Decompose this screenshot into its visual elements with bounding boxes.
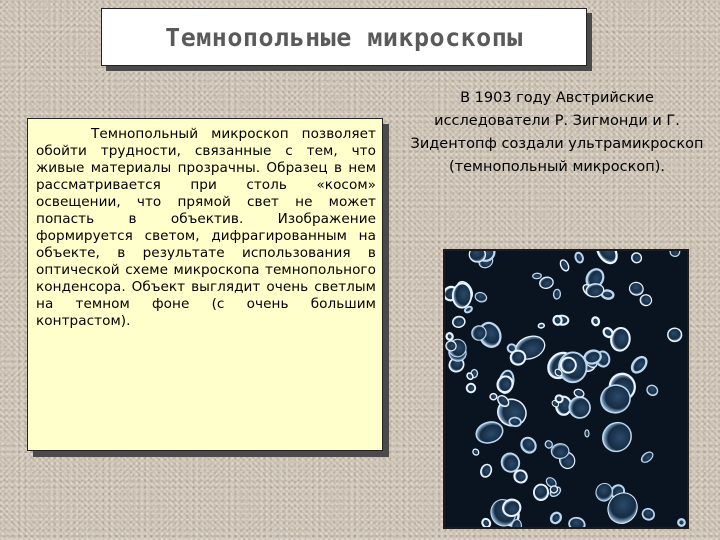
particle	[509, 417, 522, 427]
particle	[667, 328, 681, 342]
title-box	[101, 8, 587, 66]
history-text: В 1903 году Австрийские исследователи Р. Зигмонди и Г. Зидентопф создали ультрамикроскоп (темнопольный микроскоп).	[410, 90, 704, 175]
particle	[532, 273, 541, 279]
slide-title: Темнопольные микроскопы	[165, 22, 523, 52]
micrograph-image	[445, 251, 687, 527]
particle	[591, 317, 600, 326]
particle	[469, 251, 485, 262]
particle	[452, 283, 471, 308]
particle	[534, 484, 548, 500]
particle	[553, 315, 563, 325]
particle	[553, 289, 561, 299]
particle	[551, 443, 569, 459]
particle	[585, 430, 589, 437]
particle	[446, 332, 454, 341]
particle	[538, 323, 545, 328]
darkfield-micrograph	[443, 249, 689, 529]
description-box	[27, 118, 383, 451]
description-text: Темнопольный микроскоп позволяет обойти трудности, связанные с тем, что живые материалы прозрачны. Образец в нем рассматривается при столь «косом» освещении, что прямой свет не может попасть в объектив. Изображение формируется светом, дифрагированным на объекте, в результате использования в оптической схеме микроскопа темнопольного конденсора. Объект выглядит очень светлым на темном фоне (с очень большим контрастом).	[36, 126, 376, 329]
particle	[490, 393, 497, 399]
